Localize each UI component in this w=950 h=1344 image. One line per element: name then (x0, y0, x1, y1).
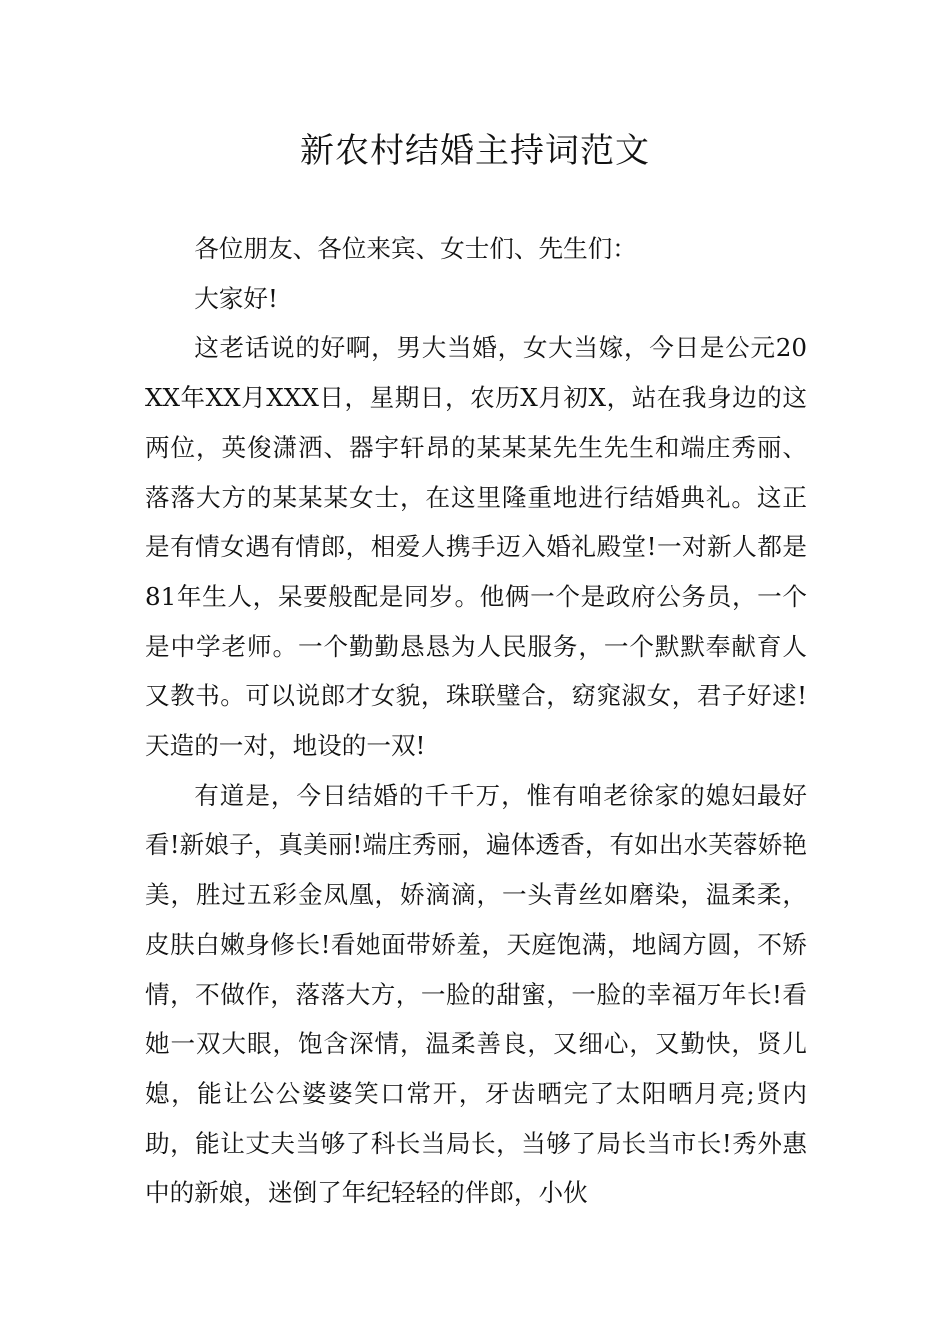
paragraph-bride-praise: 有道是，今日结婚的千千万，惟有咱老徐家的媳妇最好看!新娘子，真美丽!端庄秀丽，遍体透香，有如出水芙蓉娇艳美，胜过五彩金凤凰，娇滴滴，一头青丝如磨染，温柔柔，皮肤白嫩身修长!看她面带娇羞，天庭饱满，地阔方圆，不矫情，不做作，落落大方，一脸的甜蜜，一脸的幸福万年长!看她一双大眼，饱含深情，温柔善良，又细心，又勤快，贤儿媳，能让公公婆婆笑口常开，牙齿晒完了太阳晒月亮;贤内助，能让丈夫当够了科长当局长，当够了局长当市长!秀外惠中的新娘，迷倒了年纪轻轻的伴郎，小伙 (145, 780, 807, 1208)
document-title: 新农村结婚主持词范文 (300, 131, 650, 171)
paragraph-introduction: 这老话说的好啊，男大当婚，女大当嫁，今日是公元20XX年XX月XXX日，星期日，农历X月初X，站在我身边的这两位，英俊潇洒、器宇轩昂的某某某先生先生和端庄秀丽、落落大方的某某某女士，在这里隆重地进行结婚典礼。这正是有情女遇有情郎，相爱人携手迈入婚礼殿堂!一对新人都是81年生人，呆要般配是同岁。他俩一个是政府公务员，一个是中学老师。一个勤勤恳恳为人民服务，一个默默奉献育人又教书。可以说郎才女貌，珠联璧合，窈窕淑女，君子好逑!天造的一对，地设的一双! (145, 333, 807, 761)
paragraph-hello: 大家好! (194, 283, 278, 313)
paragraph-greeting: 各位朋友、各位来宾、女士们、先生们： (194, 234, 637, 263)
document-body (145, 224, 807, 1218)
